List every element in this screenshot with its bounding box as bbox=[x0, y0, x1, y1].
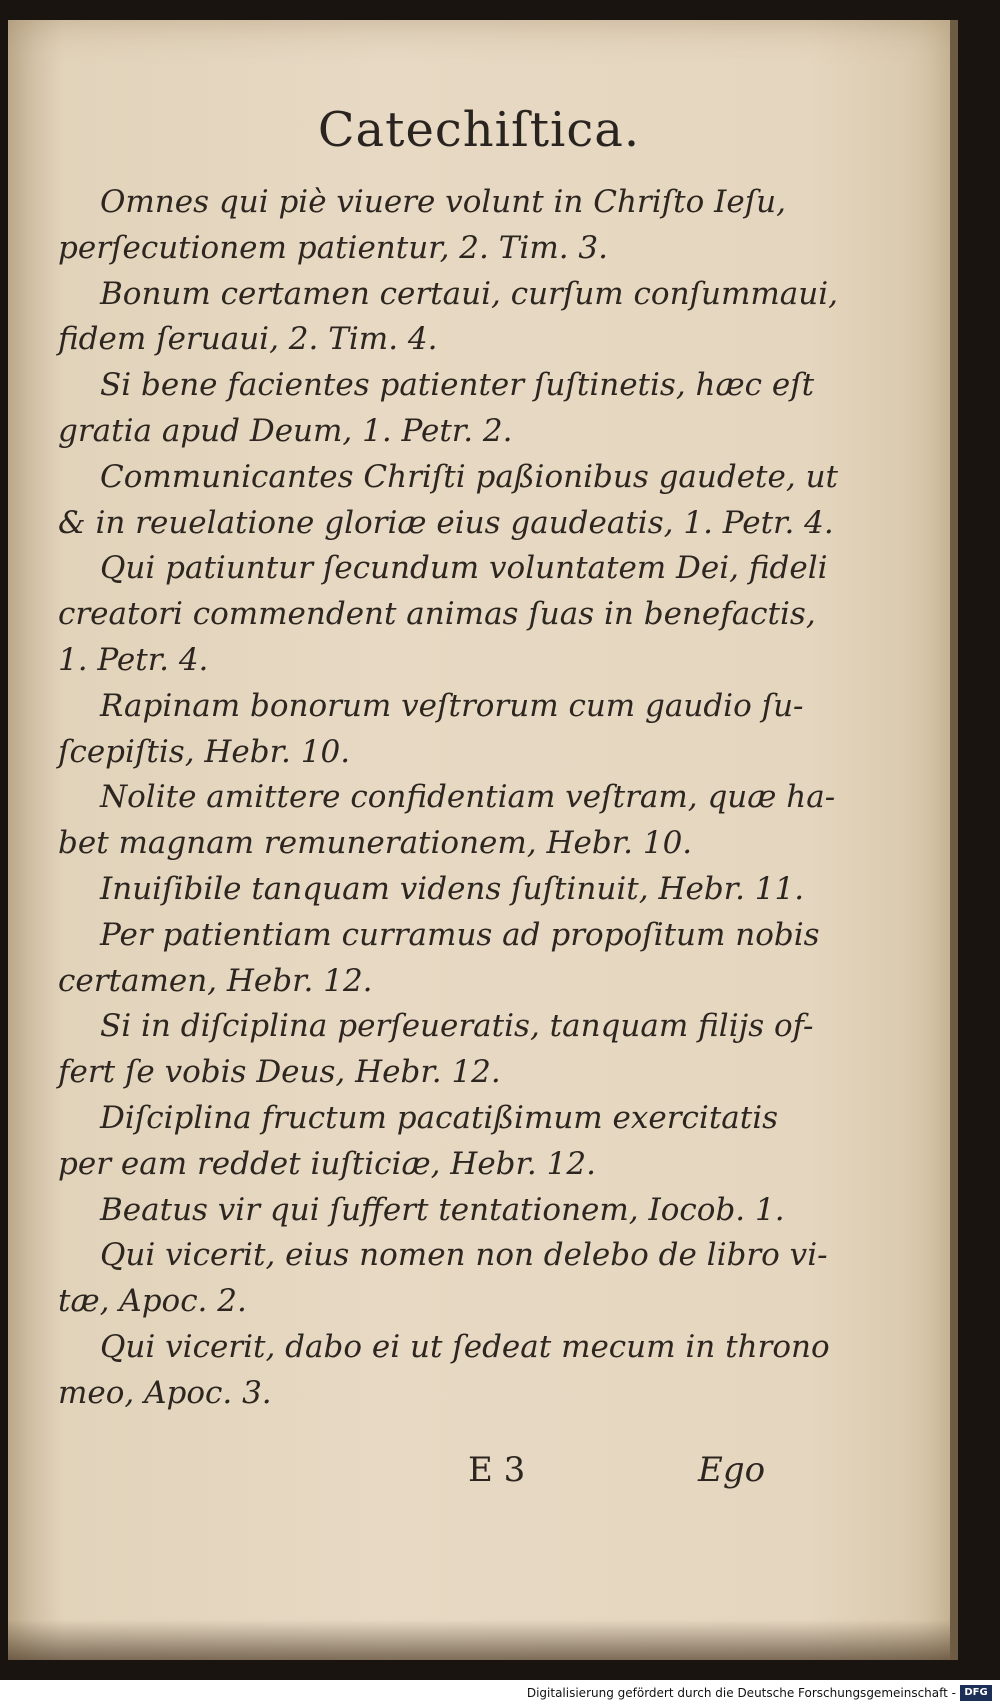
scripture-verse bbox=[58, 272, 838, 364]
text-line: creatori commendent animas ſuas in benefactis, bbox=[58, 596, 816, 633]
text-line: Rapinam bonorum veſtrorum cum gaudio ſu- bbox=[100, 687, 804, 724]
text-line: fert ſe vobis Deus, Hebr. 12. bbox=[58, 1054, 501, 1091]
text-line: Qui vicerit, eius nomen non delebo de libro vi- bbox=[100, 1237, 828, 1274]
scripture-verse bbox=[58, 913, 820, 1005]
scripture-verse bbox=[58, 867, 805, 913]
scripture-verse bbox=[58, 455, 838, 547]
page-body-text bbox=[58, 180, 838, 1417]
scripture-verse bbox=[58, 1096, 779, 1188]
text-line: Omnes qui piè viuere volunt in Chriſto Ieſu, bbox=[100, 184, 786, 220]
scripture-verse bbox=[58, 180, 786, 272]
text-line: tæ, Apoc. 2. bbox=[58, 1283, 247, 1320]
text-line: meo, Apoc. 3. bbox=[58, 1374, 272, 1411]
text-line: Inuiſibile tanquam videns ſuſtinuit, Hebr. 11. bbox=[100, 870, 805, 907]
scripture-verse bbox=[58, 1004, 814, 1096]
text-line: Nolite amittere confidentiam veſtram, quæ ha- bbox=[100, 779, 836, 816]
text-line: Si in diſciplina perſeueratis, tanquam filijs of- bbox=[100, 1008, 814, 1045]
text-line: Communicantes Chriſti paßionibus gaudete, ut bbox=[100, 458, 838, 495]
text-line: Qui patiuntur ſecundum voluntatem Dei, fideli bbox=[100, 550, 828, 587]
text-line: certamen, Hebr. 12. bbox=[58, 962, 373, 999]
text-line: Si bene facientes patienter ſuſtinetis, hæc eſt bbox=[100, 367, 815, 404]
scripture-verse bbox=[58, 1233, 828, 1325]
signature-mark: E 3 bbox=[468, 1450, 526, 1490]
text-line: Per patientiam curramus ad propoſitum nobis bbox=[100, 916, 820, 953]
text-line: fidem ſeruaui, 2. Tim. 4. bbox=[58, 321, 438, 358]
text-line: gratia apud Deum, 1. Petr. 2. bbox=[58, 412, 513, 449]
text-line: bet magnam remunerationem, Hebr. 10. bbox=[58, 825, 693, 862]
book-page bbox=[8, 20, 950, 1660]
catchword: Ego bbox=[698, 1450, 766, 1490]
text-line: 1. Petr. 4. bbox=[58, 641, 209, 678]
text-line: per eam reddet iuſticiæ, Hebr. 12. bbox=[58, 1145, 596, 1182]
scripture-verse bbox=[58, 1325, 830, 1417]
text-line: & in reuelatione gloriæ eius gaudeatis, 1. Petr. 4. bbox=[58, 504, 834, 541]
scripture-verse bbox=[58, 684, 804, 776]
scripture-verse bbox=[58, 363, 815, 455]
text-line: perſecutionem patientur, 2. Tim. 3. bbox=[58, 229, 609, 266]
digitization-credit: Digitalisierung gefördert durch die Deutsche Forschungsgemeinschaft - bbox=[526, 1686, 956, 1700]
running-head: Catechiſtica. bbox=[317, 102, 641, 158]
text-line: Qui vicerit, dabo ei ut ſedeat mecum in throno bbox=[100, 1328, 830, 1365]
scripture-verse bbox=[58, 546, 828, 683]
dfg-logo-icon: DFG bbox=[960, 1685, 992, 1701]
page-edge bbox=[950, 20, 958, 1660]
scripture-verse bbox=[58, 1188, 785, 1234]
text-line: ſcepiſtis, Hebr. 10. bbox=[58, 733, 351, 770]
footer-bar bbox=[0, 1680, 1000, 1708]
text-line: Diſciplina fructum pacatißimum exercitatis bbox=[100, 1099, 779, 1136]
text-line: Beatus vir qui ſuffert tentationem, Iocob. 1. bbox=[100, 1191, 785, 1228]
text-line: Bonum certamen certaui, curſum conſummaui, bbox=[100, 275, 838, 312]
scripture-verse bbox=[58, 775, 836, 867]
